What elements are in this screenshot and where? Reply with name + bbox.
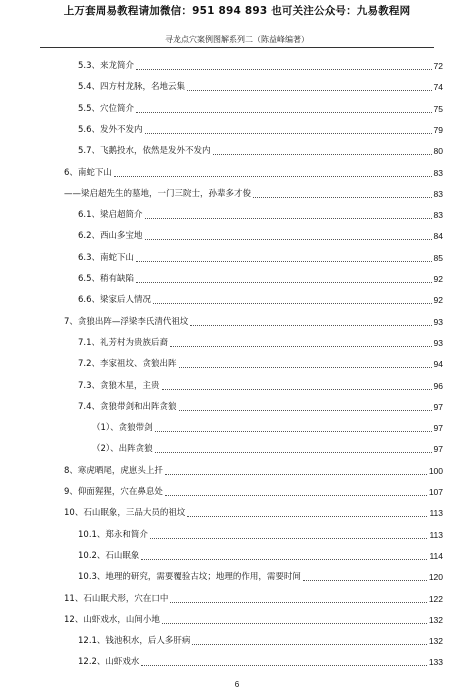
toc-entry-title: 9、仰面猩猩，穴在鼻息处 bbox=[64, 487, 163, 497]
dot-leader bbox=[141, 559, 427, 560]
toc-entry-title: 6.1、梁启超简介 bbox=[78, 210, 143, 221]
dot-leader bbox=[153, 303, 432, 304]
toc-entry-title: 8、寒虎晒尾，虎崽头上扦 bbox=[64, 465, 163, 476]
dot-leader bbox=[165, 495, 427, 496]
toc-entry-page: 85 bbox=[433, 252, 443, 263]
dot-leader bbox=[136, 282, 432, 283]
toc-entry-title: 5.5、穴位简介 bbox=[78, 103, 135, 114]
toc-entry[interactable] bbox=[78, 569, 443, 583]
toc-entry[interactable] bbox=[78, 101, 443, 115]
toc-entry-page: 114 bbox=[429, 550, 443, 561]
header-rule bbox=[40, 47, 434, 48]
toc-entry-page: 132 bbox=[428, 614, 443, 625]
toc-entry-title: 7.2、李家祖坟、贪狼出阵 bbox=[78, 359, 177, 370]
toc-entry-page: 120 bbox=[428, 572, 443, 583]
toc-entry-page: 94 bbox=[433, 359, 443, 370]
dot-leader bbox=[150, 538, 428, 539]
dot-leader bbox=[114, 176, 432, 177]
toc-entry[interactable] bbox=[78, 654, 443, 668]
toc-entry-title: 5.6、发外不发内 bbox=[78, 124, 143, 135]
dot-leader bbox=[187, 516, 427, 517]
toc-entry-title: 6、南蛇下山 bbox=[64, 167, 112, 178]
toc-entry[interactable] bbox=[78, 527, 443, 541]
dot-leader bbox=[162, 623, 427, 624]
toc-entry-title: 6.3、南蛇下山 bbox=[78, 252, 135, 263]
dot-leader bbox=[179, 410, 432, 411]
toc-entry-page: 122 bbox=[428, 593, 443, 604]
dot-leader bbox=[155, 431, 432, 432]
toc-entry-page: 93 bbox=[433, 316, 443, 327]
dot-leader bbox=[165, 474, 427, 475]
toc-entry[interactable] bbox=[78, 378, 443, 392]
toc-entry[interactable] bbox=[92, 441, 443, 455]
toc-entry-page: 84 bbox=[433, 231, 443, 242]
toc-entry[interactable] bbox=[64, 612, 443, 626]
dot-leader bbox=[303, 580, 427, 581]
toc-entry-title: （1）、贪狼带剑 bbox=[92, 423, 153, 434]
toc-entry-title: 12、山虾戏水，山间小地 bbox=[64, 614, 160, 625]
dot-leader bbox=[253, 197, 432, 198]
toc-entry-title: 12.1、钱池积水，后人多肝病 bbox=[78, 636, 191, 647]
toc-entry[interactable] bbox=[64, 505, 443, 519]
toc-entry-page: 97 bbox=[433, 401, 443, 412]
toc-entry-title: 7.3、贪狼木星，主贵 bbox=[78, 380, 160, 391]
toc-entry-title: 11、石山眠犬形，穴在口中 bbox=[64, 593, 169, 604]
toc-entry[interactable] bbox=[64, 314, 443, 328]
toc-entry-title: ——梁启超先生的墓地，一门三院士，孙辈多才俊 bbox=[64, 188, 252, 199]
toc-entry-title: 6.6、梁家后人情况 bbox=[78, 295, 152, 306]
toc-entry[interactable] bbox=[78, 271, 443, 285]
toc-entry-page: 113 bbox=[429, 508, 443, 519]
toc-entry-title: 5.3、来龙简介 bbox=[78, 61, 135, 71]
toc-entry[interactable] bbox=[64, 591, 443, 605]
dot-leader bbox=[213, 154, 432, 155]
toc-entry-page: 74 bbox=[433, 82, 443, 93]
toc-entry[interactable] bbox=[78, 292, 443, 306]
dot-leader bbox=[136, 69, 432, 70]
toc-entry-page: 75 bbox=[433, 103, 443, 114]
dot-leader bbox=[170, 346, 432, 347]
toc-entry-title: 10.2、石山眠象 bbox=[78, 550, 140, 561]
toc-entry[interactable] bbox=[64, 463, 443, 477]
dot-leader bbox=[155, 452, 432, 453]
dot-leader bbox=[170, 602, 426, 603]
toc-entry-page: 133 bbox=[428, 657, 443, 668]
toc-entry-page: 97 bbox=[433, 444, 443, 455]
toc-entry-page: 97 bbox=[433, 423, 443, 434]
toc-entry-title: 7.1、礼芳村为贵族后裔 bbox=[78, 337, 169, 348]
toc-entry[interactable] bbox=[78, 207, 443, 221]
toc-entry-title: 12.2、山虾戏水 bbox=[78, 657, 140, 668]
toc-entry[interactable] bbox=[78, 122, 443, 136]
dot-leader bbox=[179, 367, 432, 368]
toc-entry-page: 92 bbox=[433, 295, 443, 306]
toc-entry[interactable] bbox=[92, 420, 443, 434]
toc-entry[interactable] bbox=[78, 58, 443, 72]
toc-entry[interactable] bbox=[78, 79, 443, 93]
toc-entry-page: 72 bbox=[433, 61, 443, 71]
toc-entry-page: 83 bbox=[433, 188, 443, 199]
toc-entry[interactable] bbox=[78, 399, 443, 413]
dot-leader bbox=[162, 389, 432, 390]
page-number: 6 bbox=[234, 680, 240, 689]
toc-entry-page: 92 bbox=[433, 274, 443, 284]
toc-entry-page: 132 bbox=[428, 636, 443, 647]
dot-leader bbox=[145, 133, 432, 134]
running-header: 寻龙点穴案例图解系列二（陈益峰编著） bbox=[165, 35, 309, 44]
toc-entry-title: 5.7、飞鹅投水，依然是发外不发内 bbox=[78, 146, 211, 157]
toc-entry-title: 10.3、地理的研究，需要覆验古坟；地理的作用，需要时间 bbox=[78, 572, 301, 583]
dot-leader bbox=[136, 261, 432, 262]
toc-entry-title: （2）、出阵贪狼 bbox=[92, 444, 153, 455]
toc-entry[interactable] bbox=[78, 633, 443, 647]
toc-entry-page: 93 bbox=[433, 337, 443, 348]
toc-entry-page: 80 bbox=[433, 146, 443, 157]
toc-entry[interactable] bbox=[78, 356, 443, 370]
toc-entry-title: 7.4、贪狼带剑和出阵贪狼 bbox=[78, 401, 177, 412]
toc-entry-page: 107 bbox=[428, 487, 443, 497]
toc-entry-title: 5.4、四方村龙脉，名地云集 bbox=[78, 82, 186, 93]
dot-leader bbox=[187, 90, 432, 91]
promo-banner: 上万套周易教程请加微信：951 894 893 也可关注公众号：九易教程网 bbox=[63, 5, 411, 17]
toc-entry[interactable] bbox=[64, 484, 443, 498]
toc-entry-title: 7、贪狼出阵—浮梁李氏清代祖坟 bbox=[64, 316, 189, 327]
dot-leader bbox=[136, 112, 432, 113]
toc-entry[interactable] bbox=[78, 548, 443, 562]
toc-entry-page: 83 bbox=[433, 167, 443, 178]
dot-leader bbox=[145, 218, 432, 219]
toc-entry-page: 100 bbox=[428, 465, 443, 476]
toc-entry[interactable] bbox=[64, 186, 443, 200]
toc-entry[interactable] bbox=[78, 143, 443, 157]
toc-entry-page: 113 bbox=[429, 529, 443, 540]
dot-leader bbox=[190, 325, 431, 326]
toc-entry-page: 79 bbox=[433, 124, 443, 135]
dot-leader bbox=[141, 665, 426, 666]
dot-leader bbox=[192, 644, 426, 645]
toc-entry-title: 6.2、西山多宝地 bbox=[78, 231, 143, 242]
toc-entry-title: 6.5、稍有缺陷 bbox=[78, 274, 135, 284]
dot-leader bbox=[145, 239, 432, 240]
toc-entry-title: 10.1、郑永和简介 bbox=[78, 529, 148, 540]
toc-entry-title: 10、石山眠象，三品大员的祖坟 bbox=[64, 508, 186, 519]
toc-entry[interactable] bbox=[78, 250, 443, 264]
toc-entry[interactable] bbox=[78, 335, 443, 349]
toc-entry-page: 83 bbox=[433, 210, 443, 221]
toc-entry-page: 96 bbox=[433, 380, 443, 391]
toc-entry[interactable] bbox=[78, 228, 443, 242]
toc-entry[interactable] bbox=[64, 165, 443, 179]
